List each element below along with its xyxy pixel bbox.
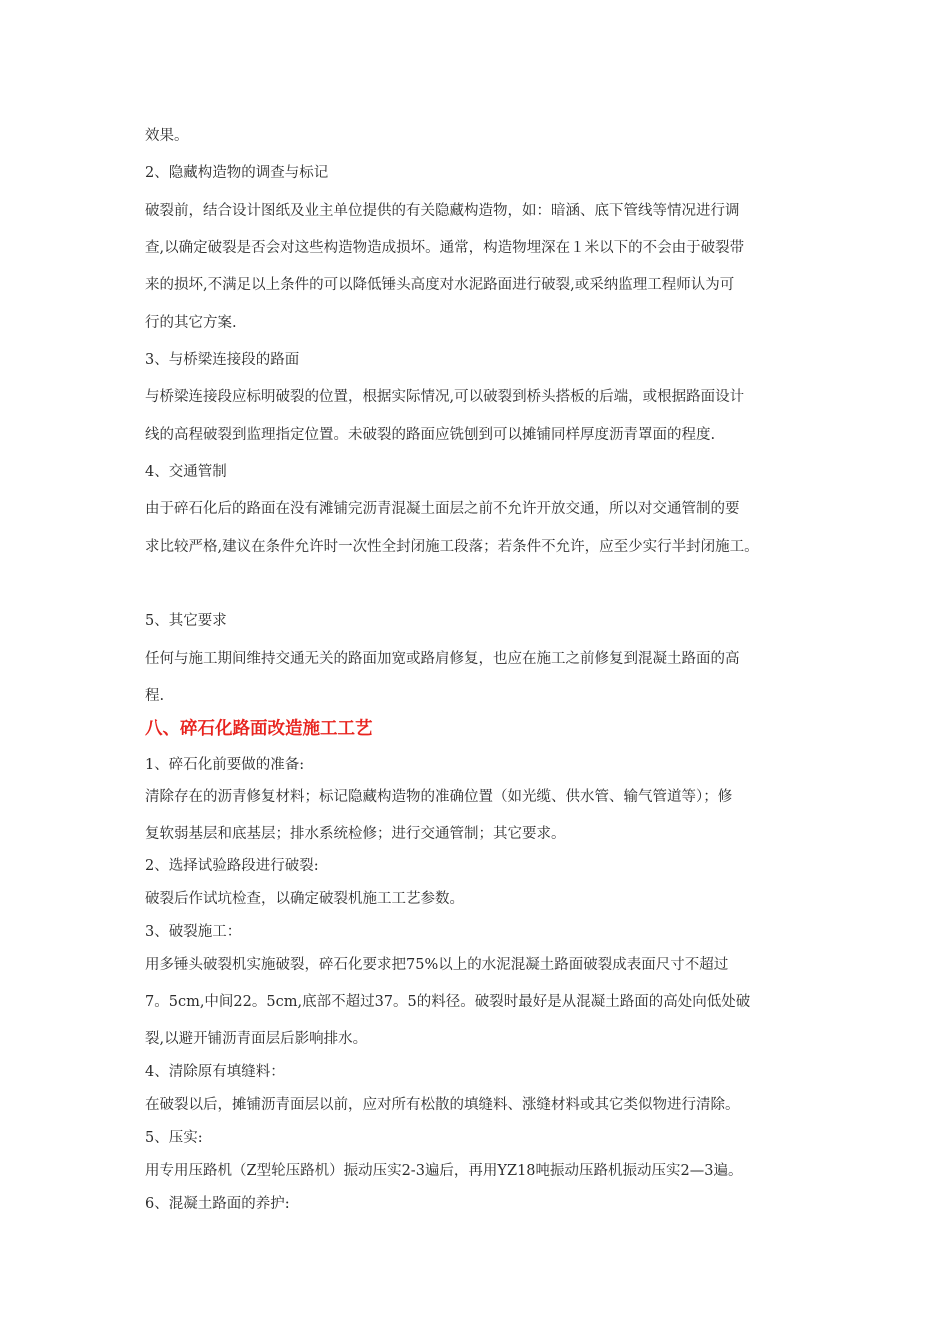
text-line: 查,以确定破裂是否会对这些构造物造成损坏。通常，构造物埋深在１米以下的不会由于破裂带 [145,240,745,256]
subsection-title: 5、压实: [145,1130,203,1146]
text-line: 线的高程破裂到监理指定位置。未破裂的路面应铣刨到可以摊铺同样厚度沥青罩面的程度. [145,427,716,443]
text-line: 效果。 [145,128,189,144]
subsection-title: 3、破裂施工： [145,924,242,940]
text-line: 7。5cm,中间22。5cm,底部不超过37。5的料径。破裂时最好是从混凝土路面的高处向低处破 [145,994,751,1010]
subsection-title: 3、与桥梁连接段的路面 [145,352,300,368]
subsection-title: 1、碎石化前要做的准备: [145,757,305,773]
text-line: 破裂前，结合设计图纸及业主单位提供的有关隐藏构造物，如：暗涵、底下管线等情况进行调 [145,203,740,219]
text-line: 用多锤头破裂机实施破裂，碎石化要求把75%以上的水泥混凝土路面破裂成表面尺寸不超过 [145,957,729,973]
subsection-title: 2、隐藏构造物的调查与标记 [145,165,329,181]
text-line: 裂,以避开铺沥青面层后影响排水。 [145,1031,368,1047]
text-line: 程. [145,688,165,704]
text-line: 由于碎石化后的路面在没有滩铺完沥青混凝土面层之前不允许开放交通，所以对交通管制的要 [145,501,740,517]
subsection-title: 5、其它要求 [145,613,227,629]
subsection-title: 4、交通管制 [145,464,227,480]
subsection-title: 2、选择试验路段进行破裂: [145,858,319,874]
text-line: 与桥梁连接段应标明破裂的位置，根据实际情况,可以破裂到桥头搭板的后端，或根据路面设计 [145,389,745,405]
text-line: 行的其它方案. [145,315,237,331]
subsection-title: 4、清除原有填缝料： [145,1064,285,1080]
subsection-title: 6、混凝土路面的养护: [145,1196,290,1212]
text-line: 清除存在的沥青修复材料；标记隐藏构造物的准确位置（如光缆、供水管、输气管道等）；修 [145,789,733,805]
section-heading: 八、碎石化路面改造施工工艺 [145,719,373,739]
text-line: 破裂后作试坑检查，以确定破裂机施工工艺参数。 [145,891,464,907]
text-line: 来的损坏,不满足以上条件的可以降低锤头高度对水泥路面进行破裂,或采纳监理工程师认为可 [145,277,735,293]
text-line: 求比较严格,建议在条件允许时一次性全封闭施工段落；若条件不允许，应至少实行半封闭施工。 [145,539,759,555]
text-line: 在破裂以后，摊铺沥青面层以前，应对所有松散的填缝料、涨缝材料或其它类似物进行清除。 [145,1097,740,1113]
text-line: 任何与施工期间维持交通无关的路面加宽或路肩修复，也应在施工之前修复到混凝土路面的高 [145,651,740,667]
text-line: 用专用压路机（Z型轮压路机）振动压实2-3遍后，再用YZ18吨振动压路机振动压实2—3遍。 [145,1163,743,1179]
text-line: 复软弱基层和底基层；排水系统检修；进行交通管制；其它要求。 [145,826,566,842]
